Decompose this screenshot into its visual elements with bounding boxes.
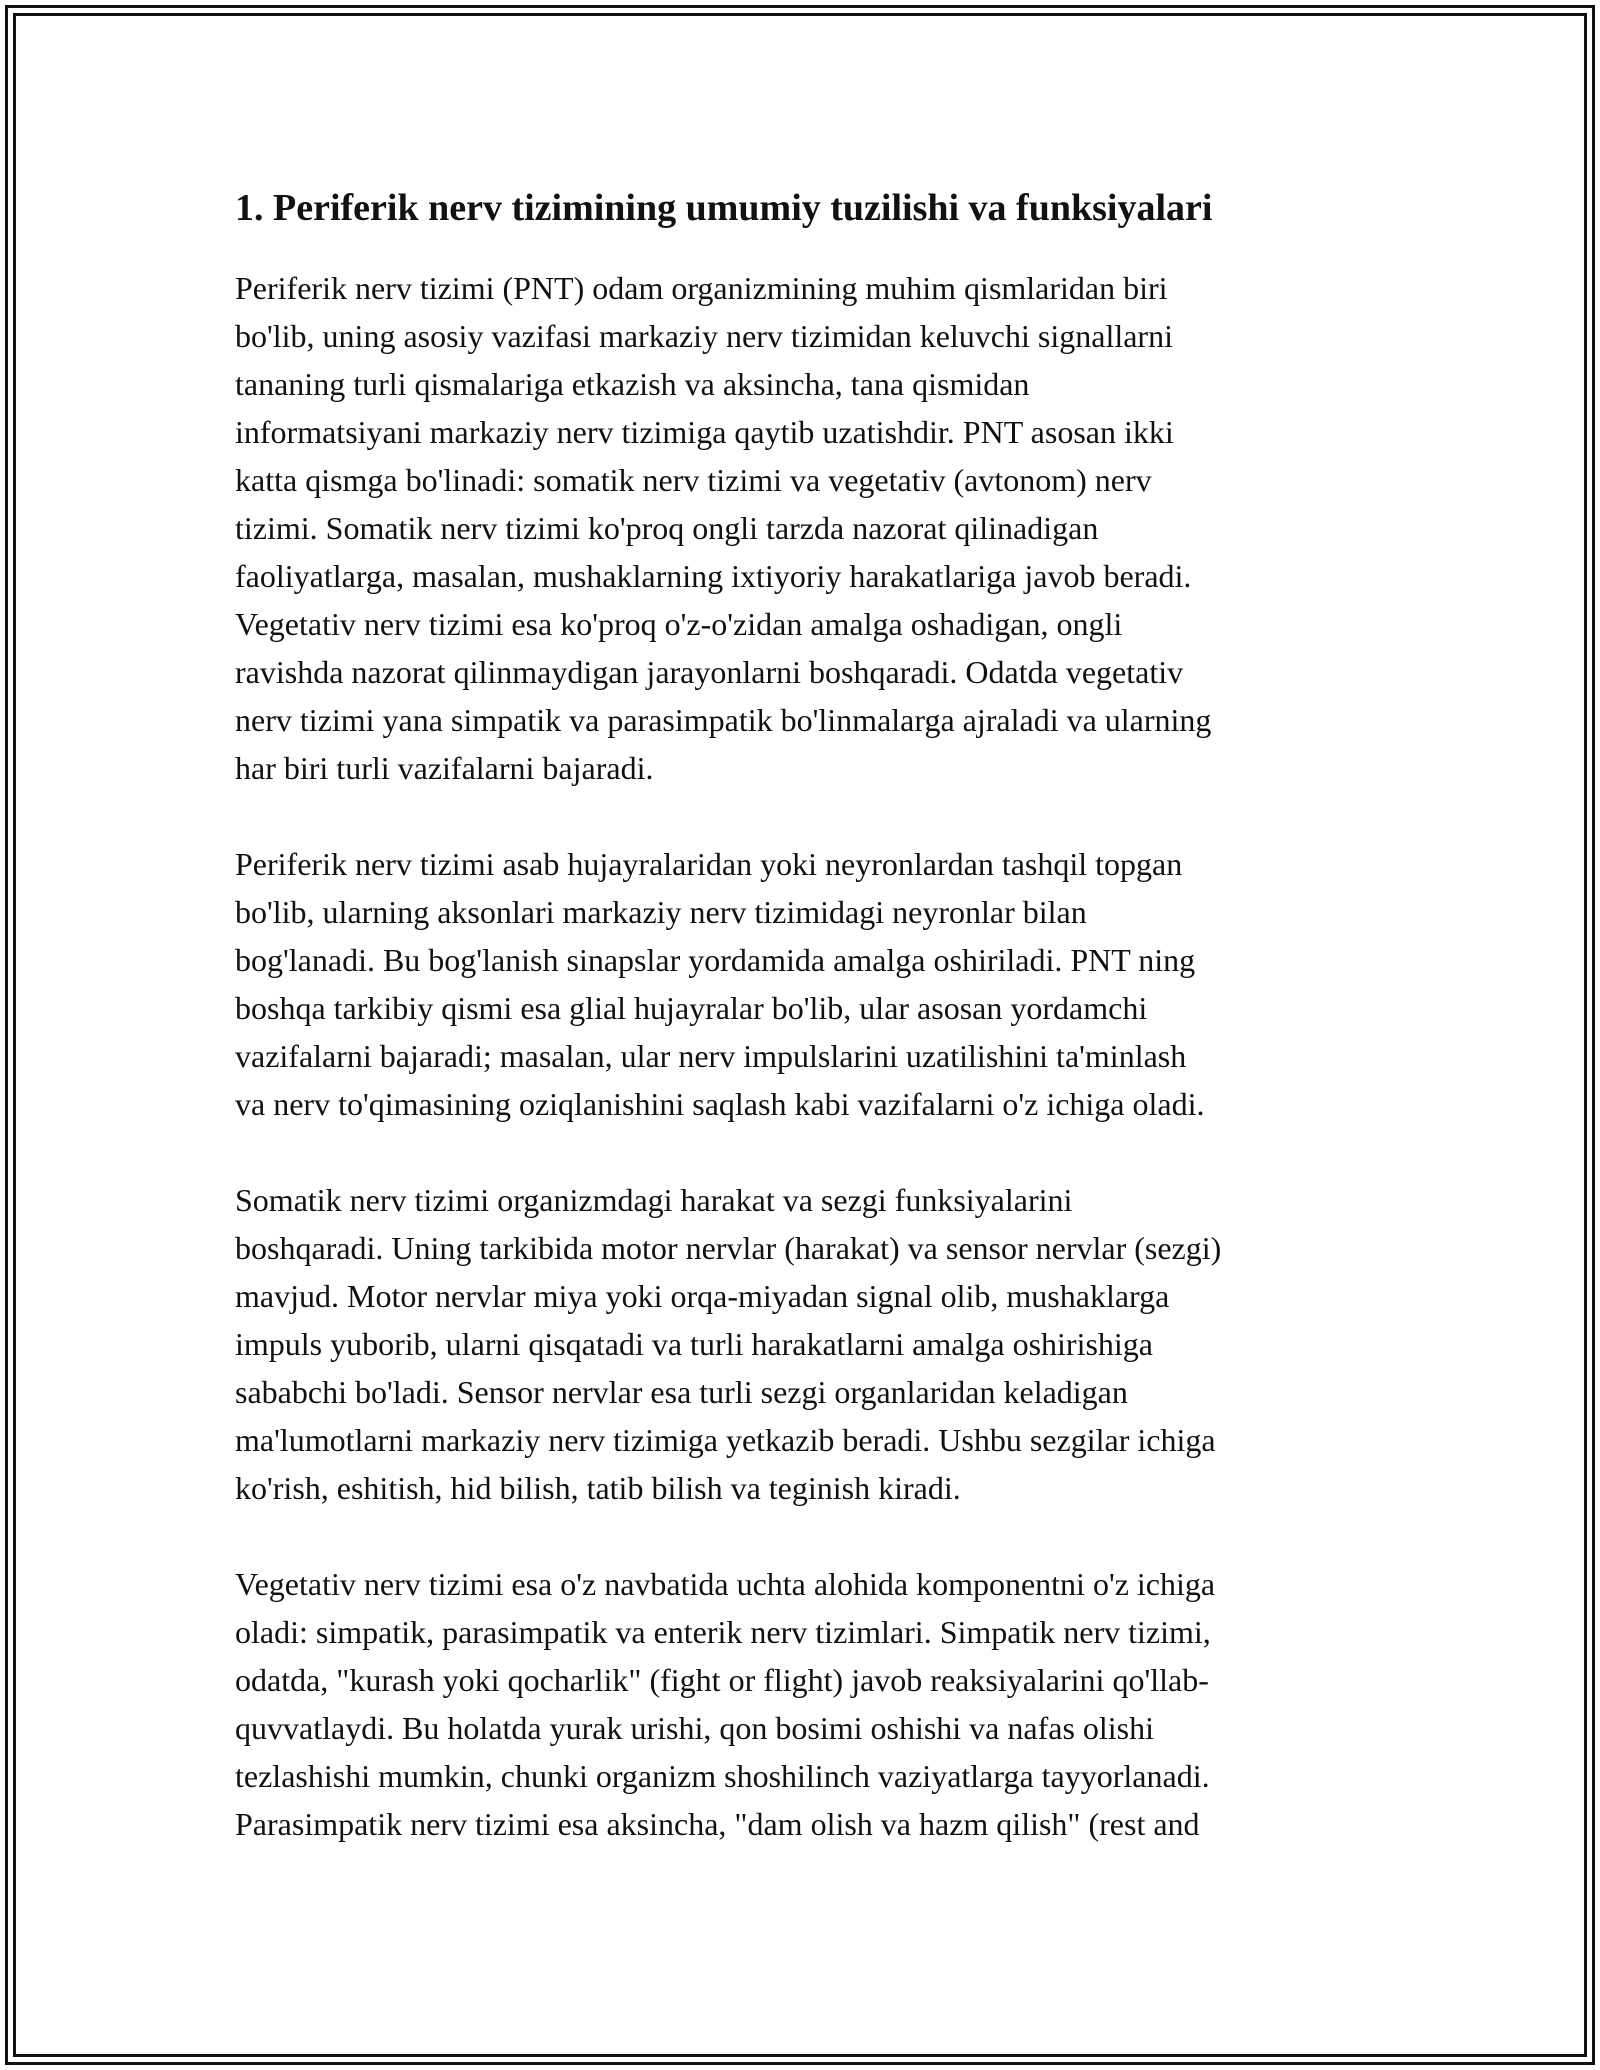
document-body	[235, 184, 1375, 1896]
paragraph-neurons	[235, 840, 1375, 1128]
text-line: boshqaradi. Uning tarkibida motor nervlar (harakat) va sensor nervlar (sezgi)	[235, 1230, 1222, 1266]
text-line: nerv tizimi yana simpatik va parasimpatik bo'linmalarga ajraladi va ularning	[235, 702, 1212, 738]
text-line: vazifalarni bajaradi; masalan, ular nerv impulslarini uzatilishini ta'minlash	[235, 1038, 1187, 1074]
text-line: Periferik nerv tizimi (PNT) odam organizmining muhim qismlaridan biri	[235, 270, 1168, 306]
text-line: bo'lib, ularning aksonlari markaziy nerv tizimidagi neyronlar bilan	[235, 894, 1087, 930]
text-line: boshqa tarkibiy qismi esa glial hujayralar bo'lib, ular asosan yordamchi	[235, 990, 1148, 1026]
section-heading: 1. Periferik nerv tizimining umumiy tuzilishi va funksiyalari	[235, 187, 1213, 229]
text-line: Somatik nerv tizimi organizmdagi harakat va sezgi funksiyalarini	[235, 1182, 1073, 1218]
text-line: ko'rish, eshitish, hid bilish, tatib bilish va teginish kiradi.	[235, 1470, 961, 1506]
text-line: Periferik nerv tizimi asab hujayralaridan yoki neyronlardan tashqil topgan	[235, 846, 1183, 882]
text-line: tezlashishi mumkin, chunki organizm shoshilinch vaziyatlarga tayyorlanadi.	[235, 1758, 1210, 1794]
text-line: har biri turli vazifalarni bajaradi.	[235, 750, 654, 786]
text-line: bog'lanadi. Bu bog'lanish sinapslar yordamida amalga oshiriladi. PNT ning	[235, 942, 1196, 978]
text-line: sababchi bo'ladi. Sensor nervlar esa turli sezgi organlaridan keladigan	[235, 1374, 1128, 1410]
text-line: bo'lib, uning asosiy vazifasi markaziy nerv tizimidan keluvchi signallarni	[235, 318, 1173, 354]
text-line: faoliyatlarga, masalan, mushaklarning ixtiyoriy harakatlariga javob beradi.	[235, 558, 1192, 594]
text-line: katta qismga bo'linadi: somatik nerv tizimi va vegetativ (avtonom) nerv	[235, 462, 1152, 498]
paragraph-somatic	[235, 1176, 1375, 1512]
text-line: quvvatlaydi. Bu holatda yurak urishi, qon bosimi oshishi va nafas olishi	[235, 1710, 1155, 1746]
text-line: ravishda nazorat qilinmaydigan jarayonlarni boshqaradi. Odatda vegetativ	[235, 654, 1184, 690]
text-line: tananing turli qismalariga etkazish va aksincha, tana qismidan	[235, 366, 1030, 402]
text-line: Parasimpatik nerv tizimi esa aksincha, "dam olish va hazm qilish" (rest and	[235, 1806, 1200, 1842]
text-line: Vegetativ nerv tizimi esa o'z navbatida uchta alohida komponentni o'z ichiga	[235, 1566, 1216, 1602]
text-line: ma'lumotlarni markaziy nerv tizimiga yetkazib beradi. Ushbu sezgilar ichiga	[235, 1422, 1216, 1458]
text-line: va nerv to'qimasining oziqlanishini saqlash kabi vazifalarni o'z ichiga oladi.	[235, 1086, 1205, 1122]
text-line: oladi: simpatik, parasimpatik va enterik nerv tizimlari. Simpatik nerv tizimi,	[235, 1614, 1211, 1650]
text-line: impuls yuborib, ularni qisqatadi va turli harakatlarni amalga oshirishiga	[235, 1326, 1153, 1362]
text-line: informatsiyani markaziy nerv tizimiga qaytib uzatishdir. PNT asosan ikki	[235, 414, 1174, 450]
text-line: mavjud. Motor nervlar miya yoki orqa-miyadan signal olib, mushaklarga	[235, 1278, 1170, 1314]
paragraph-pnt-overview	[235, 264, 1375, 792]
text-line: Vegetativ nerv tizimi esa ko'proq o'z-o'zidan amalga oshadigan, ongli	[235, 606, 1123, 642]
text-line: tizimi. Somatik nerv tizimi ko'proq ongli tarzda nazorat qilinadigan	[235, 510, 1099, 546]
text-line: odatda, "kurash yoki qocharlik" (fight or flight) javob reaksiyalarini qo'llab-	[235, 1662, 1209, 1698]
paragraph-vegetative	[235, 1560, 1375, 1848]
